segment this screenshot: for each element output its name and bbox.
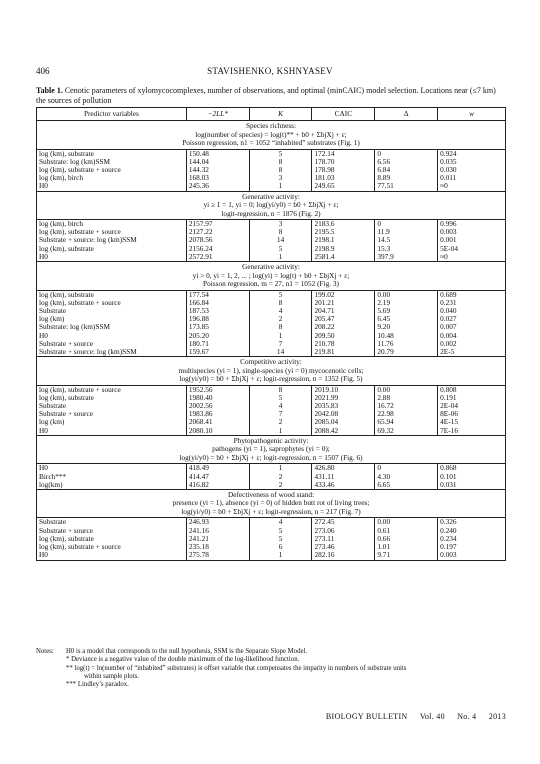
value-cell: 5E-04 <box>438 245 506 253</box>
value-cell: 166.84 <box>186 299 249 307</box>
value-cell: 1 <box>249 427 312 436</box>
predictor-cell: Substrate: log (km)SSM <box>37 323 187 331</box>
value-cell: 2183.6 <box>312 220 375 229</box>
predictor-cell: Substrate + source <box>37 527 187 535</box>
table-row <box>37 385 506 394</box>
section-heading-line: Competitive activity: <box>240 357 302 367</box>
value-cell: 6.84 <box>375 166 438 174</box>
value-cell: 6 <box>249 543 312 551</box>
journal-issue: No. 4 <box>457 712 477 721</box>
section-heading-line: logit-regression, n = 1876 (Fig. 2) <box>221 208 321 218</box>
predictor-cell: Substrate <box>37 518 187 527</box>
value-cell: 204.71 <box>312 307 375 315</box>
value-cell: 0.808 <box>438 385 506 394</box>
value-cell: 0.996 <box>438 220 506 229</box>
note-deviance: * Deviance is a negative value of the double maximum of the log-likelihood function. <box>66 656 300 664</box>
table-caption-text: Cenotic parameters of xylomycocomplexes, number of observations, and optimal (minCAIC) model selection. Locations near (≤7 km) the sources of pollution <box>36 86 496 105</box>
value-cell: 0.00 <box>375 518 438 527</box>
value-cell: 177.54 <box>186 290 249 299</box>
value-cell: 2042.08 <box>312 410 375 418</box>
table-row <box>37 527 506 535</box>
running-header <box>36 66 504 78</box>
value-cell: 8 <box>249 158 312 166</box>
value-cell: 282.16 <box>312 551 375 560</box>
value-cell: 0.191 <box>438 394 506 402</box>
value-cell: 69.32 <box>375 427 438 436</box>
value-cell: 245.36 <box>186 182 249 191</box>
section-heading-line: Defectiveness of wood stand: <box>227 489 315 499</box>
section-heading <box>37 357 506 386</box>
value-cell: 8 <box>249 323 312 331</box>
value-cell: 0.00 <box>375 290 438 299</box>
value-cell: 0.040 <box>438 307 506 315</box>
value-cell: 416.82 <box>186 481 249 490</box>
predictor-cell: Birch*** <box>37 473 187 481</box>
table-row <box>37 518 506 527</box>
predictor-cell: Substrate <box>37 307 187 315</box>
value-cell: 1 <box>249 332 312 340</box>
section-heading-line: log(yi/y0) = b0 + ΣbjXj + ε; logit-regression, n = 217 (Fig. 7) <box>181 506 361 516</box>
value-cell: 273.11 <box>312 535 375 543</box>
table-row <box>37 551 506 560</box>
model-selection-table <box>36 107 506 561</box>
value-cell: 0.326 <box>438 518 506 527</box>
value-cell: 178.70 <box>312 158 375 166</box>
value-cell: 1 <box>249 464 312 473</box>
table-row <box>37 410 506 418</box>
value-cell: 397.9 <box>375 253 438 262</box>
section-heading-line: Generative activity: <box>242 191 300 201</box>
value-cell: 0.61 <box>375 527 438 535</box>
section-heading <box>37 435 506 464</box>
value-cell: 235.18 <box>186 543 249 551</box>
value-cell: 181.03 <box>312 174 375 182</box>
value-cell: 2078.56 <box>186 236 249 244</box>
section-heading <box>37 262 506 291</box>
value-cell: 4 <box>249 518 312 527</box>
predictor-cell: Substrate + source <box>37 340 187 348</box>
section-heading-line: Generative activity: <box>242 262 300 272</box>
value-cell: 2 <box>249 481 312 490</box>
predictor-cell: log(km) <box>37 481 187 490</box>
section-heading-row <box>37 121 506 150</box>
col-header-caic: CAIC <box>312 108 375 121</box>
value-cell: 0.197 <box>438 543 506 551</box>
value-cell: 1983.86 <box>186 410 249 418</box>
value-cell: 4 <box>249 307 312 315</box>
value-cell: 7E-16 <box>438 427 506 436</box>
value-cell: 22.98 <box>375 410 438 418</box>
col-header-weight: w <box>438 108 506 121</box>
predictor-cell: log (km), substrate <box>37 535 187 543</box>
value-cell: 9.71 <box>375 551 438 560</box>
section-heading-row <box>37 191 506 220</box>
predictor-cell: log (km), substrate <box>37 290 187 299</box>
value-cell: 2198.1 <box>312 236 375 244</box>
value-cell: 2019.10 <box>312 385 375 394</box>
value-cell: 5 <box>249 149 312 158</box>
value-cell: 0.003 <box>438 551 506 560</box>
value-cell: 1 <box>249 253 312 262</box>
value-cell: 5 <box>249 290 312 299</box>
value-cell: 196.88 <box>186 315 249 323</box>
section-heading-line: Poisson regression, m = 27, n1 = 1052 (Fig. 3) <box>203 279 339 289</box>
value-cell: 180.71 <box>186 340 249 348</box>
value-cell: 418.49 <box>186 464 249 473</box>
predictor-cell: log (km), birch <box>37 174 187 182</box>
value-cell: 6.45 <box>375 315 438 323</box>
value-cell: 144.32 <box>186 166 249 174</box>
table-label: Table 1. <box>36 86 63 95</box>
predictor-cell: H0 <box>37 253 187 262</box>
section-heading-row <box>37 357 506 386</box>
value-cell: 0.924 <box>438 149 506 158</box>
value-cell: 4.30 <box>375 473 438 481</box>
value-cell: 77.51 <box>375 182 438 191</box>
predictor-cell: H0 <box>37 332 187 340</box>
value-cell: 1952.56 <box>186 385 249 394</box>
value-cell: 0 <box>375 220 438 229</box>
value-cell: 426.80 <box>312 464 375 473</box>
table-row <box>37 543 506 551</box>
value-cell: 0.00 <box>375 385 438 394</box>
value-cell: 0.007 <box>438 323 506 331</box>
table-row <box>37 253 506 262</box>
value-cell: 144.04 <box>186 158 249 166</box>
value-cell: 2581.4 <box>312 253 375 262</box>
value-cell: 11.9 <box>375 228 438 236</box>
value-cell: 2068.41 <box>186 418 249 426</box>
value-cell: 0.240 <box>438 527 506 535</box>
notes-label: Notes: <box>36 648 54 655</box>
value-cell: 173.85 <box>186 323 249 331</box>
value-cell: 8 <box>249 166 312 174</box>
value-cell: 0.011 <box>438 174 506 182</box>
table-row <box>37 402 506 410</box>
note-offset: ** log(t) = ln(number of “inhabited” substrates) is offset variable that compensates the imparity in numbers of substrate units <box>66 664 407 672</box>
value-cell: 8 <box>249 228 312 236</box>
col-header-k: K <box>249 108 312 121</box>
value-cell: 3 <box>249 220 312 229</box>
table-header-row <box>37 108 506 121</box>
value-cell: 14.5 <box>375 236 438 244</box>
value-cell: 150.48 <box>186 149 249 158</box>
value-cell: 5 <box>249 245 312 253</box>
value-cell: 272.45 <box>312 518 375 527</box>
table-row <box>37 299 506 307</box>
section-heading-line: multispecies (yi = 1), single-species (yi = 0) mycocenotic cells; <box>178 365 364 375</box>
running-head-authors: STAVISHENKO, KSHNYASEV <box>207 66 333 76</box>
predictor-cell: log (km), substrate + source <box>37 299 187 307</box>
section-heading-line: log(yi/y0) = b0 + ΣbjXj + ε; logit-regression, n = 1352 (Fig. 5) <box>179 374 363 384</box>
value-cell: ≈0 <box>438 182 506 191</box>
value-cell: 2021.99 <box>312 394 375 402</box>
predictor-cell: log (km) <box>37 418 187 426</box>
value-cell: 249.65 <box>312 182 375 191</box>
value-cell: 15.3 <box>375 245 438 253</box>
journal-volume: Vol. 40 <box>419 712 445 721</box>
value-cell: 0.030 <box>438 166 506 174</box>
value-cell: 2195.5 <box>312 228 375 236</box>
journal-year: 2013 <box>488 712 506 721</box>
section-heading-line: yi > 0, yi = 1, 2, ... ; log(yi) = log(t) + b0 + ΣbjXj + ε; <box>192 270 350 280</box>
value-cell: 201.21 <box>312 299 375 307</box>
col-header-deviance: −2LL* <box>186 108 249 121</box>
value-cell: 0.66 <box>375 535 438 543</box>
section-heading-line: presence (yi = 1), absence (yi = 0) of hidden butt rot of living trees; <box>172 498 370 508</box>
value-cell: 4E-15 <box>438 418 506 426</box>
section-heading-row <box>37 489 506 518</box>
table-row <box>37 166 506 174</box>
value-cell: 2.88 <box>375 394 438 402</box>
predictor-cell: log (km), substrate + source <box>37 543 187 551</box>
table-row <box>37 236 506 244</box>
value-cell: 1.01 <box>375 543 438 551</box>
value-cell: 2157.97 <box>186 220 249 229</box>
journal-name: BIOLOGY BULLETIN <box>325 712 408 721</box>
value-cell: 6.65 <box>375 481 438 490</box>
value-cell: 3 <box>249 174 312 182</box>
value-cell: 2572.91 <box>186 253 249 262</box>
value-cell: 2E-5 <box>438 348 506 357</box>
value-cell: 273.06 <box>312 527 375 535</box>
table-row <box>37 464 506 473</box>
value-cell: 241.16 <box>186 527 249 535</box>
value-cell: 205.47 <box>312 315 375 323</box>
predictor-cell: H0 <box>37 551 187 560</box>
col-header-delta: Δ <box>375 108 438 121</box>
section-heading-row <box>37 262 506 291</box>
value-cell: 4 <box>249 402 312 410</box>
value-cell: 11.76 <box>375 340 438 348</box>
value-cell: 2E-04 <box>438 402 506 410</box>
value-cell: 205.20 <box>186 332 249 340</box>
predictor-cell: log (km), substrate + source <box>37 385 187 394</box>
section-heading-line: Poisson regression, n1 = 1052 “inhabited” substrates (Fig. 1) <box>182 138 360 147</box>
section-heading-line: log(yi/y0) = b0 + ΣbjXj + ε; logit-regression, n = 1507 (Fig. 6) <box>179 452 363 462</box>
value-cell: 2 <box>249 473 312 481</box>
predictor-cell: log (km), substrate <box>37 394 187 402</box>
running-footer <box>316 712 506 721</box>
value-cell: 14 <box>249 236 312 244</box>
value-cell: 2127.22 <box>186 228 249 236</box>
predictor-cell: H0 <box>37 464 187 473</box>
value-cell: 2035.83 <box>312 402 375 410</box>
table-notes <box>36 648 506 689</box>
table-row <box>37 427 506 436</box>
section-heading-line: Phytopathogenic activity: <box>233 435 309 445</box>
table-row <box>37 394 506 402</box>
value-cell: 2088.42 <box>312 427 375 436</box>
section-heading-line: yi ≥ 1 = 1, yi = 0; log(yi/y0) = b0 + ΣbjXj + ε; <box>203 200 339 210</box>
table-row <box>37 323 506 331</box>
value-cell: 431.11 <box>312 473 375 481</box>
value-cell: 1 <box>249 182 312 191</box>
value-cell: 2 <box>249 418 312 426</box>
value-cell: 0.001 <box>438 236 506 244</box>
predictor-cell: log (km), substrate <box>37 245 187 253</box>
predictor-cell: log (km), substrate + source <box>37 166 187 174</box>
predictor-cell: H0 <box>37 427 187 436</box>
value-cell: 178.98 <box>312 166 375 174</box>
section-heading <box>37 489 506 518</box>
value-cell: 1980.40 <box>186 394 249 402</box>
value-cell: 16.72 <box>375 402 438 410</box>
value-cell: 219.81 <box>312 348 375 357</box>
table-row <box>37 174 506 182</box>
section-heading <box>37 121 506 150</box>
section-heading <box>37 191 506 220</box>
predictor-cell: log (km), substrate <box>37 149 187 158</box>
predictor-cell: log (km), substrate + source <box>37 228 187 236</box>
value-cell: 8.89 <box>375 174 438 182</box>
value-cell: 20.79 <box>375 348 438 357</box>
value-cell: 0 <box>375 149 438 158</box>
col-header-predictors: Predictor variables <box>37 108 187 121</box>
predictor-cell: H0 <box>37 182 187 191</box>
value-cell: 414.47 <box>186 473 249 481</box>
value-cell: 433.46 <box>312 481 375 490</box>
value-cell: 2 <box>249 315 312 323</box>
table-row <box>37 307 506 315</box>
value-cell: 0.031 <box>438 481 506 490</box>
value-cell: 0.002 <box>438 340 506 348</box>
predictor-cell: Substrate: log (km)SSM <box>37 158 187 166</box>
value-cell: 5 <box>249 527 312 535</box>
value-cell: 14 <box>249 348 312 357</box>
value-cell: 2080.10 <box>186 427 249 436</box>
value-cell: 273.46 <box>312 543 375 551</box>
value-cell: 0.231 <box>438 299 506 307</box>
value-cell: 0.689 <box>438 290 506 299</box>
predictor-cell: log (km) <box>37 315 187 323</box>
value-cell: 0.234 <box>438 535 506 543</box>
value-cell: ≈0 <box>438 253 506 262</box>
predictor-cell: Substrate + source <box>37 410 187 418</box>
value-cell: 0.027 <box>438 315 506 323</box>
table-body <box>37 121 506 561</box>
value-cell: 2198.9 <box>312 245 375 253</box>
value-cell: 2156.24 <box>186 245 249 253</box>
value-cell: 6.56 <box>375 158 438 166</box>
table-row <box>37 182 506 191</box>
value-cell: 2085.04 <box>312 418 375 426</box>
note-offset-cont: within sample plots. <box>84 672 139 680</box>
table-row <box>37 348 506 357</box>
value-cell: 8E-06 <box>438 410 506 418</box>
value-cell: 0 <box>375 464 438 473</box>
value-cell: 1 <box>249 551 312 560</box>
value-cell: 0.035 <box>438 158 506 166</box>
page-number: 406 <box>36 66 50 76</box>
value-cell: 275.78 <box>186 551 249 560</box>
predictor-cell: Substrate + source: log (km)SSM <box>37 236 187 244</box>
value-cell: 7 <box>249 340 312 348</box>
value-cell: 7 <box>249 410 312 418</box>
value-cell: 172.14 <box>312 149 375 158</box>
value-cell: 209.50 <box>312 332 375 340</box>
table-row <box>37 473 506 481</box>
value-cell: 187.53 <box>186 307 249 315</box>
table-row <box>37 481 506 490</box>
value-cell: 5 <box>249 394 312 402</box>
note-h0: H0 is a model that corresponds to the null hypothesis, SSM is the Separate Slope Model. <box>66 648 308 655</box>
value-cell: 241.21 <box>186 535 249 543</box>
value-cell: 8 <box>249 385 312 394</box>
value-cell: 246.93 <box>186 518 249 527</box>
table-row <box>37 332 506 340</box>
predictor-cell: Substrate <box>37 402 187 410</box>
value-cell: 199.02 <box>312 290 375 299</box>
value-cell: 0.101 <box>438 473 506 481</box>
section-heading-line: pathogens (yi = 1), saprophytes (yi = 0); <box>212 444 330 454</box>
section-heading-line: log(number of species) = log(t)** + b0 + ΣbjXj + ε; <box>195 129 347 139</box>
value-cell: 2.19 <box>375 299 438 307</box>
value-cell: 65.94 <box>375 418 438 426</box>
predictor-cell: Substrate + source: log (km)SSM <box>37 348 187 357</box>
value-cell: 210.78 <box>312 340 375 348</box>
value-cell: 0.004 <box>438 332 506 340</box>
value-cell: 9.20 <box>375 323 438 331</box>
value-cell: 159.67 <box>186 348 249 357</box>
value-cell: 0.003 <box>438 228 506 236</box>
table-caption <box>36 86 506 106</box>
table-row <box>37 245 506 253</box>
value-cell: 168.03 <box>186 174 249 182</box>
table-row <box>37 418 506 426</box>
predictor-cell: log (km), birch <box>37 220 187 229</box>
section-heading-row <box>37 435 506 464</box>
value-cell: 10.48 <box>375 332 438 340</box>
value-cell: 208.22 <box>312 323 375 331</box>
note-lindley: *** Lindley’s paradox. <box>66 681 129 689</box>
value-cell: 0.868 <box>438 464 506 473</box>
value-cell: 5.69 <box>375 307 438 315</box>
value-cell: 8 <box>249 299 312 307</box>
section-heading-line: Species richness: <box>245 121 297 130</box>
value-cell: 5 <box>249 535 312 543</box>
value-cell: 2002.56 <box>186 402 249 410</box>
